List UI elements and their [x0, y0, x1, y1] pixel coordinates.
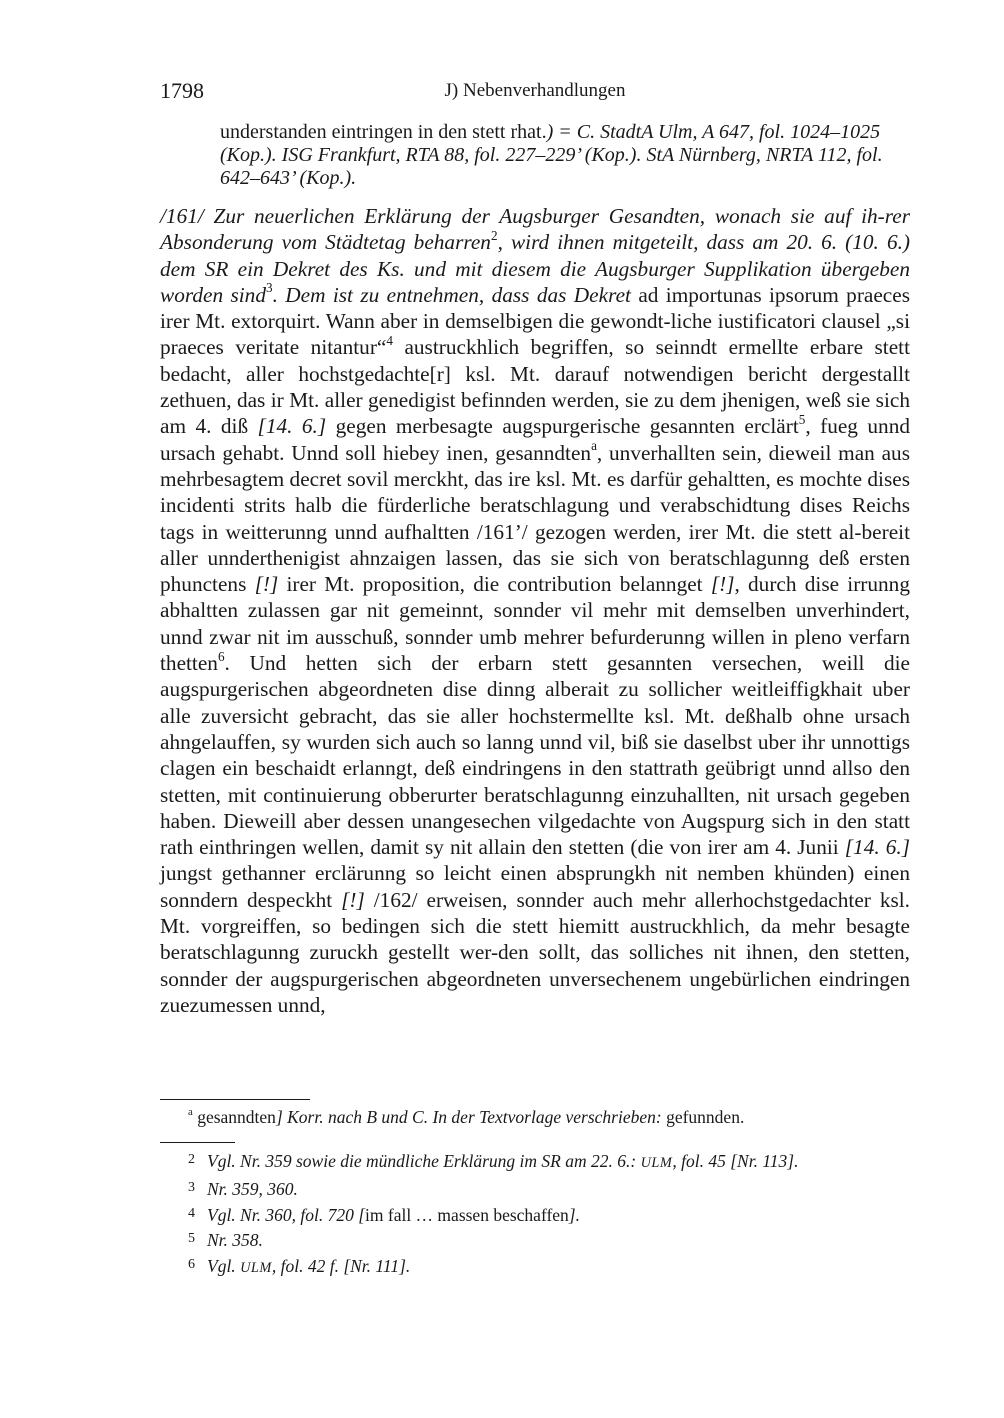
editorial-date-2: [14. 6.] [844, 835, 911, 860]
text-part-4: , fueg unnd ursach gehabt. Unnd soll hiebey inen, gesanndten [160, 414, 910, 465]
footnote-text: , fol. 45 [Nr. 113]. [672, 1151, 799, 1171]
footnote-ref-2[interactable]: 2 [490, 227, 498, 243]
footnote-number: 4 [188, 1205, 195, 1221]
footnote-text: , fol. 42 f. [Nr. 111]. [271, 1256, 411, 1277]
footnote-text: Nr. 359, 360. [207, 1178, 298, 1199]
footnote-number: 3 [188, 1179, 195, 1195]
text-part-1: ad importunas ipsorum praeces irer Mt. extorquirt. Wann aber in demselbigen die gewondt-liche iustificatori clausel „si praeces veritate nitantur“ [160, 282, 911, 360]
footnote-text: Nr. 358. [207, 1230, 263, 1251]
running-head: J) Nebenverhandlungen [444, 80, 626, 101]
summary-part-3: . Dem ist zu entnehmen, dass das Dekret [272, 282, 631, 307]
footnote-3 [188, 1176, 908, 1202]
editorial-sic-1: [!] [254, 572, 279, 597]
text-part-9: jungst gethanner erclärunng so leicht einen absprungkh nit nemben khünden) einen sonndern despeckht [160, 861, 910, 912]
continuation-sources: ) = C. StadtA Ulm, A 647, fol. 1024–1025 (Kop.). ISG Frankfurt, RTA 88, fol. 227–229’ (Kop.). StA Nürnberg, NRTA 112, fol. 642–643’ (Kop.). [220, 121, 883, 189]
continuation-quote: understanden eintringen in den stett rhat. [220, 121, 547, 143]
footnote-text: Vgl. [207, 1256, 241, 1277]
summary-part-1: /161/ Zur neuerlichen Erklärung der Augsburger Gesandten, wonach sie auf ih-rer Absonderung vom Städtetag beharren [160, 204, 910, 255]
text-part-3: gegen merbesagte augspurgerische gesannten erclärt [326, 414, 799, 439]
text-part-10: /162/ erweisen, sonnder auch mehr allerhochstgedachter ksl. Mt. vorgreiffen, so bedingen sich die stett hiemitt austruckhlich, da mehr besagte beratschlagunng zuruckh gestellt wer-den sollt, das solliches nit ihnen, den stetten, sonnder der augspurgerischen abgeordneten unversechenem ungebürlichen eindringen zuezumessen unnd, [160, 887, 910, 1017]
footnote-6 [188, 1253, 908, 1281]
footnote-smallcaps: ULM [640, 1155, 673, 1171]
footnote-text: Vgl. Nr. 359 sowie die mündliche Erklärung im SR am 22. 6.: [207, 1151, 641, 1171]
text-part-6: irer Mt. proposition, die contribution belannget [278, 572, 711, 597]
footnote-ref-4[interactable]: 4 [386, 333, 393, 349]
source-continuation [220, 121, 910, 190]
main-text [160, 203, 910, 1018]
footnote-number: 2 [188, 1152, 195, 1167]
editorial-date-1: [14. 6.] [257, 414, 327, 439]
footnote-2 [188, 1148, 908, 1176]
text-part-2: austruckhlich begriffen, so seinndt ermellte erbare stett bedacht, aller hochstgedachte[r] ksl. Mt. darauf notwendigen bericht dergestallt zethuen, das ir Mt. aller genedigist befinnden werden, sie zu dem jhenigen, weß sie sich am 4. diß [160, 335, 911, 439]
footnote-number: 6 [188, 1257, 195, 1273]
footnote-divider-commentary [160, 1142, 235, 1143]
footnote-quote: im fall … massen beschaffen [365, 1204, 569, 1225]
footnote-a-lemma: gesanndten [192, 1107, 276, 1127]
text-part-7: , durch dise irrunng abhaltten zulassen gar nit gemeinnt, sonnder vil mehr mit demselben unverhindert, unnd zwar nit im ausschuß, sonnder umb mehrer befurderunng willen in pleno verfarn thetten [160, 572, 910, 676]
editorial-sic-2: [!] [710, 572, 735, 597]
text-part-8: . Und hetten sich der erbarn stett gesannten versechen, weill die augspurgerischen abgeordneten dise dinng alberait zu sollicher weitleiffigkhait uber alle zuversicht gebracht, das sie aller hochstermellte ksl. Mt. deßhalb ohne ursach ahngelauffen, sy wurden sich auch so lanng unnd vil, biß sie daselbst uber ihr unnottigs clagen ein beschaidt erlanngt, deß eindringens in den stattrath geübrigt unnd allso den stetten, mit continuierung obberurter beratschlagunng einzuhallten, nit ursach gegeben haben. Dieweill aber dessen unangesechen vilgedachte von Augspurg sich in den statt rath einthringen wellen, damit sy nit allain den stetten (die von irer am 4. Junii [160, 651, 910, 860]
text-part-5: , unverhallten sein, dieweil man aus mehrbesagtem decret sovil merckht, das ire ksl. Mt. es darfür gehaltten, es mochte dises incidenti strits halb die fürderliche beratschlagung und verabschidtung dises Reichs tags in weitterunng unnd aufhaltten /161’/ gezogen werden, irer Mt. die stett al-bereit aller unnderthenigist ahnzaigen lassen, das sie sich von beratschlagunng deß ersten phunctens [160, 440, 910, 597]
footnote-a [188, 1106, 744, 1128]
footnote-list [188, 1148, 908, 1281]
footnote-4 [188, 1202, 908, 1228]
footnote-divider-critical [160, 1099, 310, 1100]
footnote-number: 5 [188, 1231, 195, 1247]
footnote-a-reading: gefunnden. [661, 1107, 745, 1127]
page-number: 1798 [160, 78, 204, 103]
footnote-ref-5[interactable]: 5 [798, 411, 806, 427]
summary-part-2: , wird ihnen mitgeteilt, dass am 20. 6. (10. 6.) dem SR ein Dekret des Ks. und mit diesem die Augsburger Supplikation übergeben worden sind [160, 230, 911, 307]
footnote-smallcaps: ULM [240, 1260, 272, 1277]
footnote-ref-a[interactable]: a [591, 438, 597, 454]
footnote-a-mark: a [188, 1106, 193, 1119]
footnote-text: Vgl. Nr. 360, fol. 720 [ [207, 1204, 366, 1225]
footnote-text: ]. [568, 1204, 580, 1225]
editorial-sic-3: [!] [341, 887, 365, 912]
footnote-a-note: ] Korr. nach B und C. In der Textvorlage verschrieben: [275, 1107, 662, 1127]
footnote-5 [188, 1227, 908, 1253]
footnote-ref-6[interactable]: 6 [217, 648, 225, 664]
footnote-ref-3[interactable]: 3 [265, 280, 273, 296]
